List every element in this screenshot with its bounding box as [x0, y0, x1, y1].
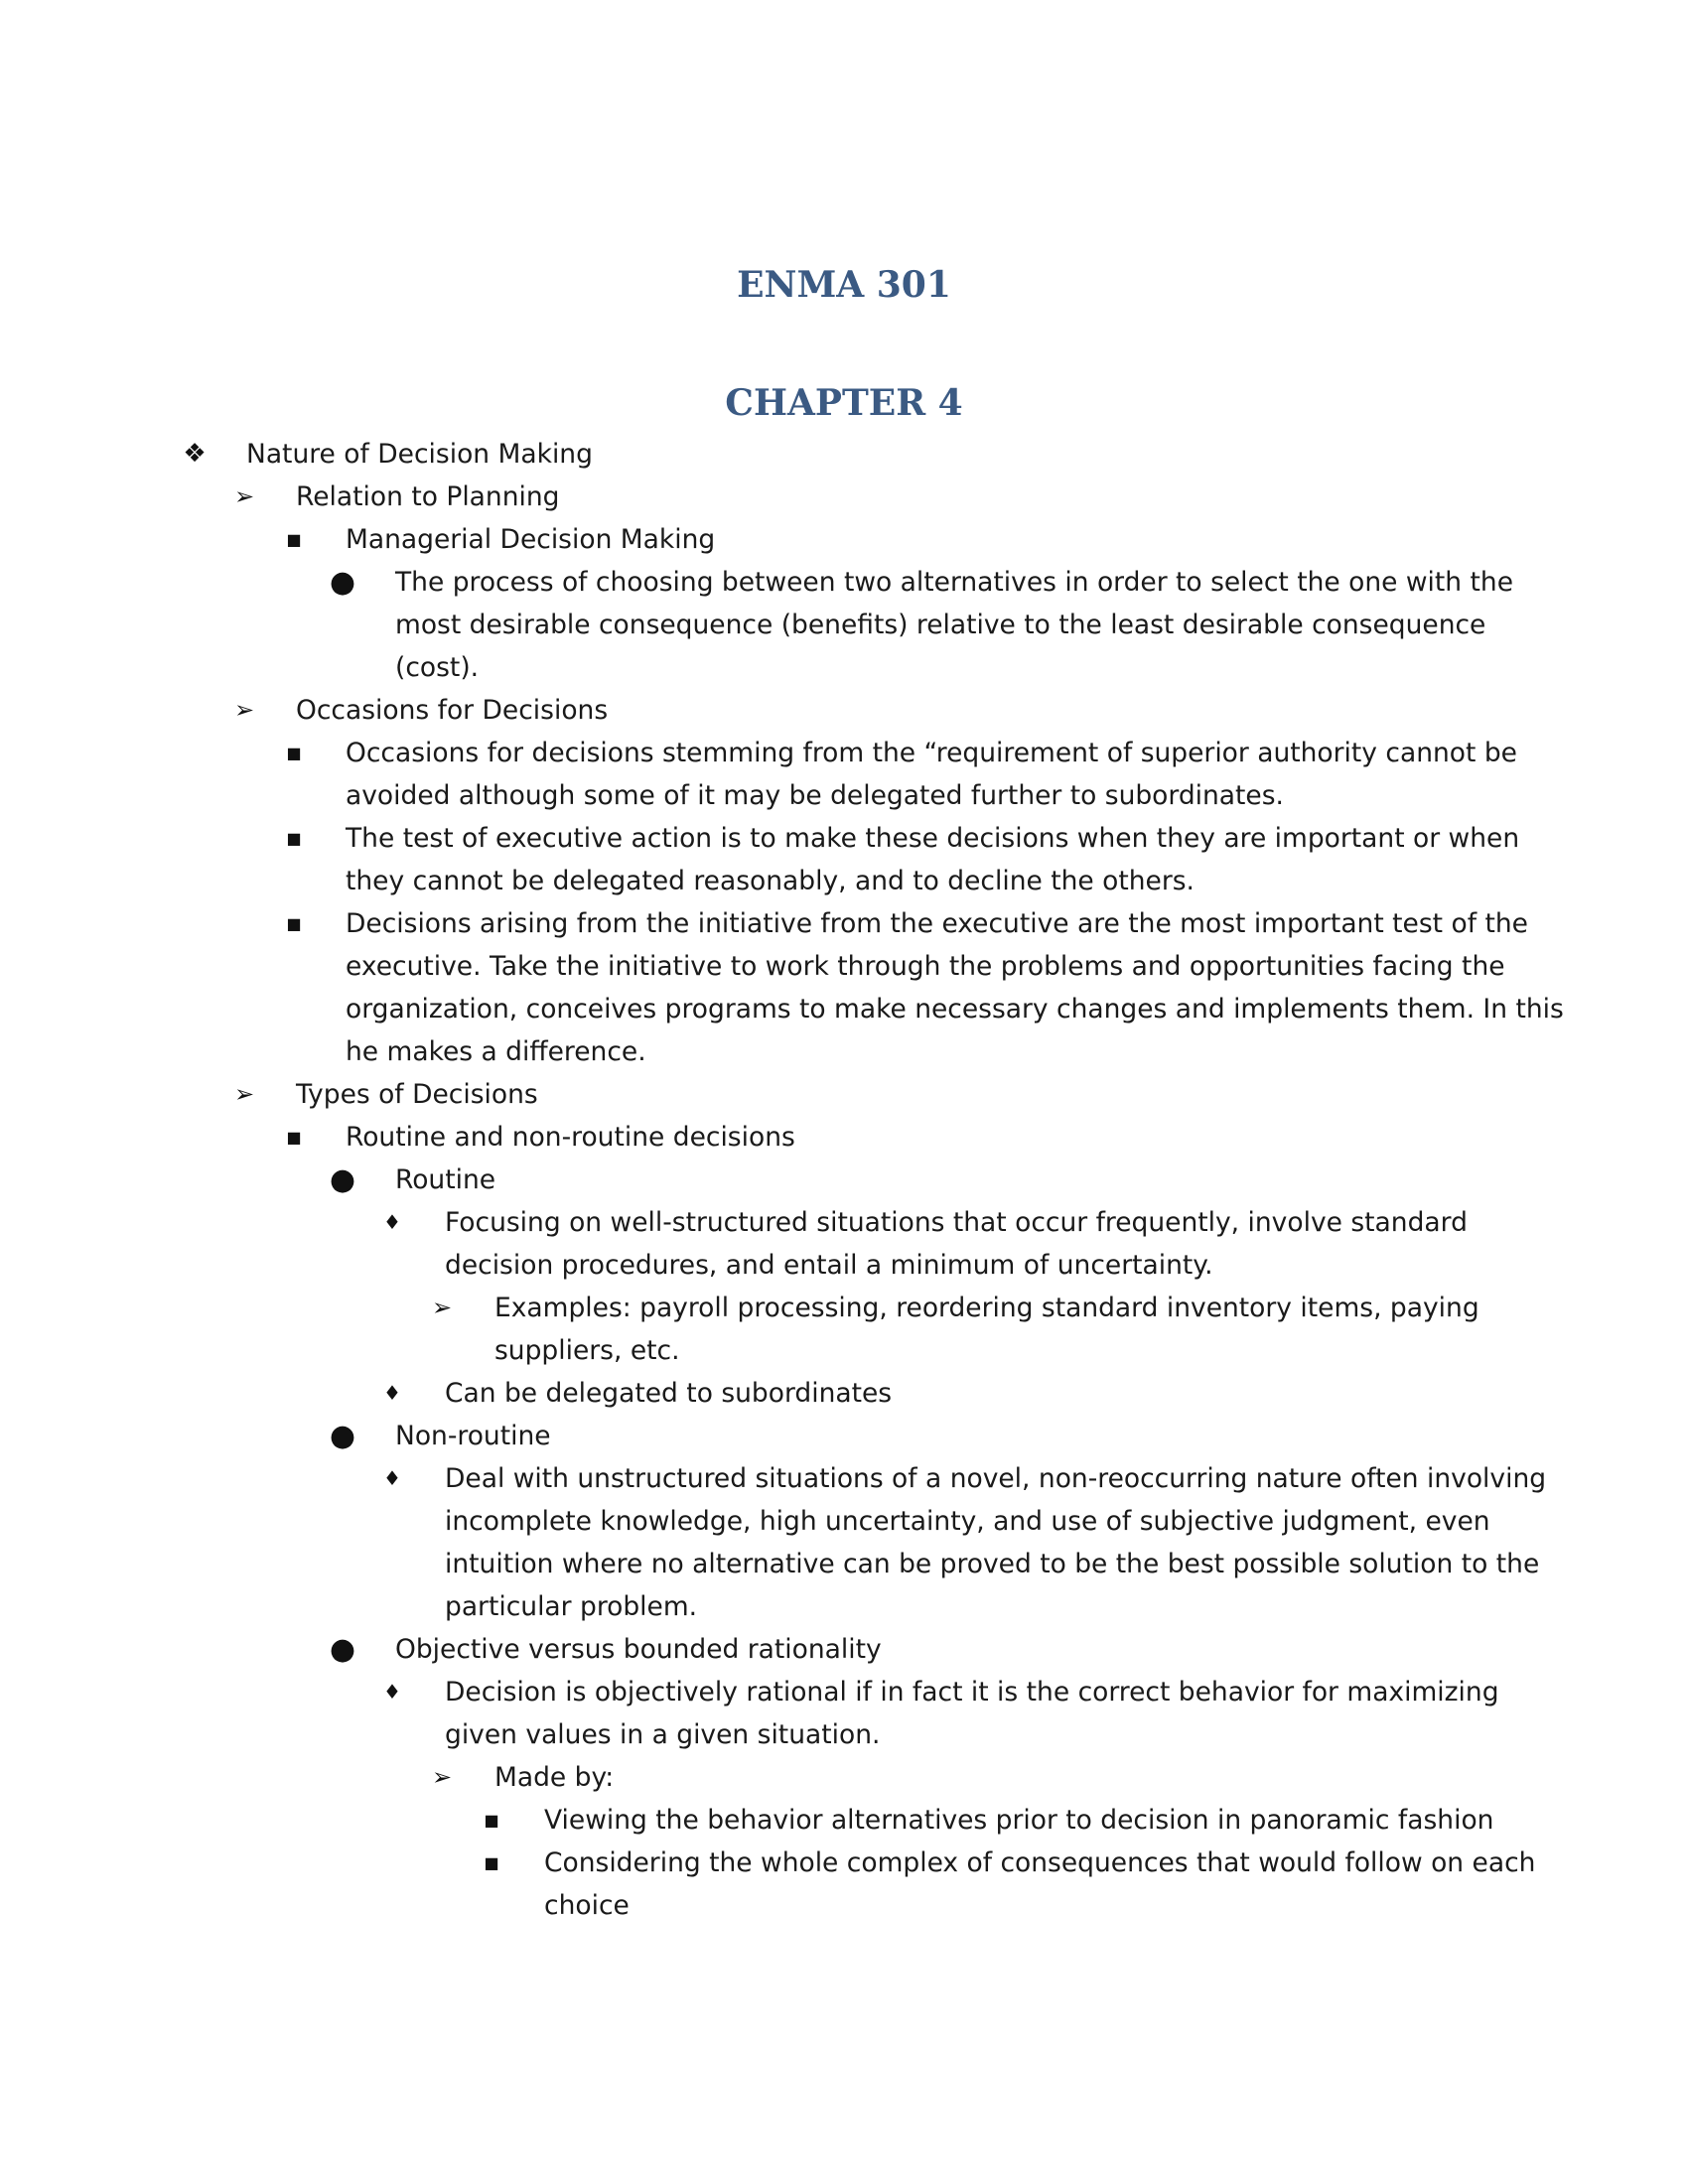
outline-item-text: Deal with unstructured situations of a novel, non-reoccurring nature often involving: [445, 1463, 1547, 1494]
outline-item-text: Nature of Decision Making: [246, 439, 593, 470]
dot-bullet-icon: ●: [329, 1632, 356, 1667]
outline-item-text: Can be delegated to subordinates: [445, 1378, 893, 1409]
outline-item-text: he makes a difference.: [346, 1036, 646, 1067]
outline-item-text: organization, conceives programs to make necessary changes and implements them. In this: [346, 994, 1564, 1024]
arrow-bullet-icon: ➢: [233, 482, 255, 510]
outline-item-text: Made by:: [494, 1762, 615, 1793]
arrow-bullet-icon: ➢: [431, 1763, 453, 1791]
outline-item-text: Objective versus bounded rationality: [395, 1634, 882, 1665]
diamond-bullet-icon: ♦: [383, 1381, 401, 1405]
square-bullet-icon: ■: [484, 1853, 499, 1872]
outline-item-text: intuition where no alternative can be proved to be the best possible solution to the: [445, 1549, 1540, 1579]
outline-item-text: The test of executive action is to make these decisions when they are important or when: [346, 823, 1520, 854]
square-bullet-icon: ■: [286, 829, 302, 848]
diamond-bullet-icon: ♦: [383, 1210, 401, 1234]
outline-item-text: Considering the whole complex of consequences that would follow on each: [544, 1847, 1536, 1878]
outline-item-text: (cost).: [395, 652, 480, 683]
chapter-title: CHAPTER 4: [725, 382, 963, 424]
outline-item-text: particular problem.: [445, 1591, 698, 1622]
diamond-bullet-icon: ♦: [383, 1466, 401, 1490]
outline-item-text: Focusing on well-structured situations that occur frequently, involve standard: [445, 1207, 1468, 1238]
fleur-bullet-icon: ❖: [183, 439, 207, 469]
dot-bullet-icon: ●: [329, 1419, 356, 1453]
outline-item-text: incomplete knowledge, high uncertainty, and use of subjective judgment, even: [445, 1506, 1490, 1537]
outline-item-text: decision procedures, and entail a minimum of uncertainty.: [445, 1250, 1213, 1281]
outline-item-text: most desirable consequence (benefits) relative to the least desirable consequence: [395, 610, 1486, 640]
square-bullet-icon: ■: [286, 1128, 302, 1147]
outline-item-text: avoided although some of it may be delegated further to subordinates.: [346, 780, 1284, 811]
arrow-bullet-icon: ➢: [233, 1080, 255, 1108]
diamond-bullet-icon: ♦: [383, 1680, 401, 1704]
outline-item-text: Viewing the behavior alternatives prior to decision in panoramic fashion: [544, 1805, 1494, 1836]
outline-item-text: Decisions arising from the initiative from the executive are the most important test of the: [346, 908, 1528, 939]
outline-item-text: executive. Take the initiative to work through the problems and opportunities facing the: [346, 951, 1505, 982]
square-bullet-icon: ■: [286, 530, 302, 549]
outline-item-text: The process of choosing between two alternatives in order to select the one with the: [395, 567, 1514, 598]
outline-item-text: Routine: [395, 1164, 496, 1195]
outline-item-text: given values in a given situation.: [445, 1719, 881, 1750]
outline-item-text: Examples: payroll processing, reordering standard inventory items, paying: [494, 1293, 1479, 1323]
outline-item-text: Occasions for Decisions: [296, 695, 609, 726]
outline-item-text: they cannot be delegated reasonably, and to decline the others.: [346, 866, 1195, 896]
outline-item-text: Non-routine: [395, 1421, 551, 1451]
square-bullet-icon: ■: [286, 914, 302, 933]
arrow-bullet-icon: ➢: [233, 696, 255, 724]
outline-item-text: Occasions for decisions stemming from the “requirement of superior authority cannot be: [346, 738, 1517, 768]
dot-bullet-icon: ●: [329, 1162, 356, 1197]
outline-item-text: suppliers, etc.: [494, 1335, 680, 1366]
dot-bullet-icon: ●: [329, 565, 356, 600]
outline-item-text: Routine and non-routine decisions: [346, 1122, 795, 1153]
outline-item-text: Decision is objectively rational if in fact it is the correct behavior for maximizing: [445, 1677, 1499, 1707]
outline-item-text: choice: [544, 1890, 630, 1921]
outline-item-text: Relation to Planning: [296, 481, 560, 512]
course-title: ENMA 301: [737, 264, 951, 306]
arrow-bullet-icon: ➢: [431, 1294, 453, 1321]
outline-item-text: Managerial Decision Making: [346, 524, 716, 555]
outline-item-text: Types of Decisions: [296, 1079, 538, 1110]
square-bullet-icon: ■: [286, 744, 302, 762]
square-bullet-icon: ■: [484, 1811, 499, 1830]
